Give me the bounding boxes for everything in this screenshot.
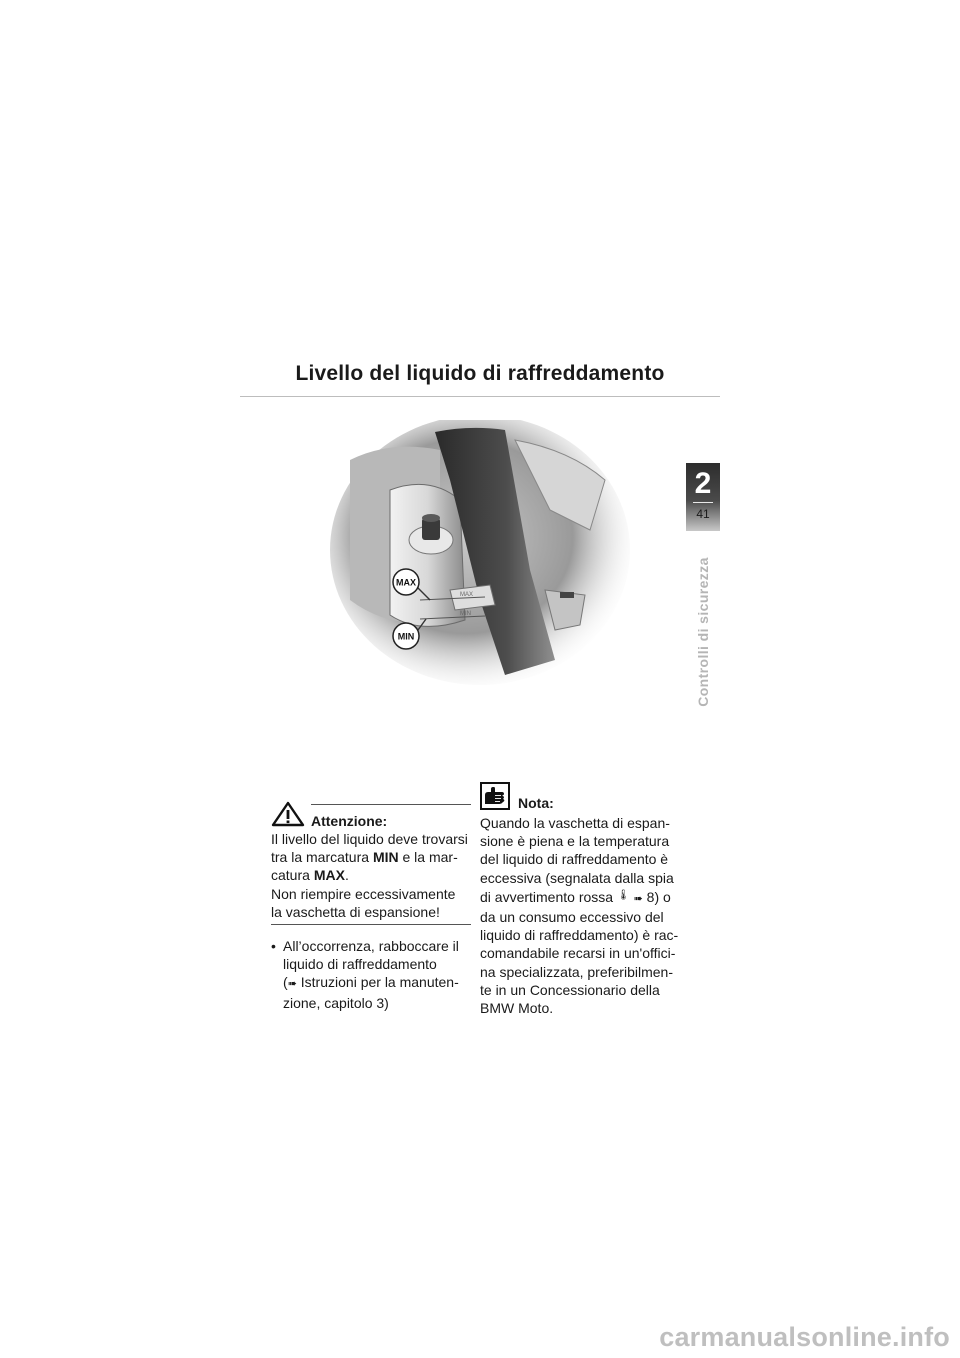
section-side-label: Controlli di sicurezza: [695, 557, 711, 707]
warning-line: Il livello del liquido deve trovarsi: [271, 831, 468, 847]
note-title: Nota:: [518, 795, 554, 811]
text-run: (: [283, 974, 288, 991]
max-callout: [393, 569, 419, 595]
note-line: da un consumo eccessivo del: [480, 909, 664, 926]
text-run: 8) o: [642, 888, 671, 905]
warning-title: Attenzione:: [311, 813, 388, 829]
chapter-tab: [686, 463, 720, 531]
min-callout-label: MIN: [397, 631, 415, 642]
reference-arrow-icon: ➠: [287, 978, 297, 991]
text-run: di avvertimento rossa: [480, 888, 617, 905]
note-column: [480, 782, 695, 1017]
warning-line: [271, 866, 471, 884]
note-text: [480, 814, 695, 1017]
reference-arrow-icon: ➠: [633, 892, 643, 905]
page-title: Livello del liquido di raffreddamento: [295, 362, 665, 385]
warning-header: [271, 800, 471, 829]
instruction-bullet: [271, 937, 471, 1012]
min-mark-text: MIN: [372, 849, 399, 866]
warning-column: [271, 800, 471, 1012]
watermark: carmanualsonline.info: [659, 1322, 950, 1352]
note-line: liquido di raffreddamento) è rac-: [480, 927, 679, 944]
text-run: .: [344, 867, 349, 884]
text-run: Istruzioni per la manuten-: [296, 974, 459, 991]
note-hand-icon: [480, 782, 510, 810]
instruction-line: zione, capitolo 3): [283, 994, 389, 1011]
instruction-line: liquido di raffreddamento: [283, 956, 437, 973]
note-header: [480, 782, 695, 812]
min-callout: [393, 623, 419, 649]
bullet-marker: •: [271, 938, 276, 955]
title-divider: [240, 396, 720, 397]
chapter-number: 2: [694, 467, 712, 500]
instruction-line: All’occorrenza, rabboccare il: [283, 938, 459, 955]
warning-line: la vaschetta di espansione!: [271, 903, 440, 920]
coolant-tank-photo: [330, 420, 630, 690]
instruction-line: [283, 973, 459, 993]
warning-text: [271, 830, 471, 925]
thermometer-icon: 🌡: [616, 889, 630, 901]
note-line: BMW Moto.: [480, 1000, 554, 1017]
instruction-text: [283, 937, 459, 1012]
note-line: Quando la vaschetta di espan-: [480, 815, 670, 831]
max-mark-text: MAX: [313, 867, 345, 884]
warning-line: Non riempire eccessivamente: [271, 885, 456, 902]
text-run: tra la marcatura: [271, 849, 373, 866]
tank-mark-max: MAX: [460, 592, 474, 598]
note-line: eccessiva (segnalata dalla spia: [480, 869, 674, 886]
page-number: 41: [696, 507, 710, 521]
note-line: sione è piena e la temperatura: [480, 833, 670, 850]
max-callout-label: MAX: [396, 577, 416, 588]
chapter-tab-divider: [693, 502, 713, 503]
text-run: catura: [271, 867, 314, 884]
text-run: e la mar-: [398, 849, 458, 866]
warning-top-rule: [311, 804, 471, 805]
note-line: [480, 887, 695, 908]
note-line: del liquido di raffreddamento è: [480, 851, 669, 868]
note-line: comandabile recarsi in un'offici-: [480, 945, 676, 962]
warning-line: [271, 848, 471, 866]
note-line: na specializzata, preferibilmen-: [480, 963, 673, 980]
note-line: te in un Concessionario della: [480, 981, 660, 998]
tank-mark-min: MIN: [460, 611, 471, 617]
warning-triangle-icon: [271, 801, 305, 827]
